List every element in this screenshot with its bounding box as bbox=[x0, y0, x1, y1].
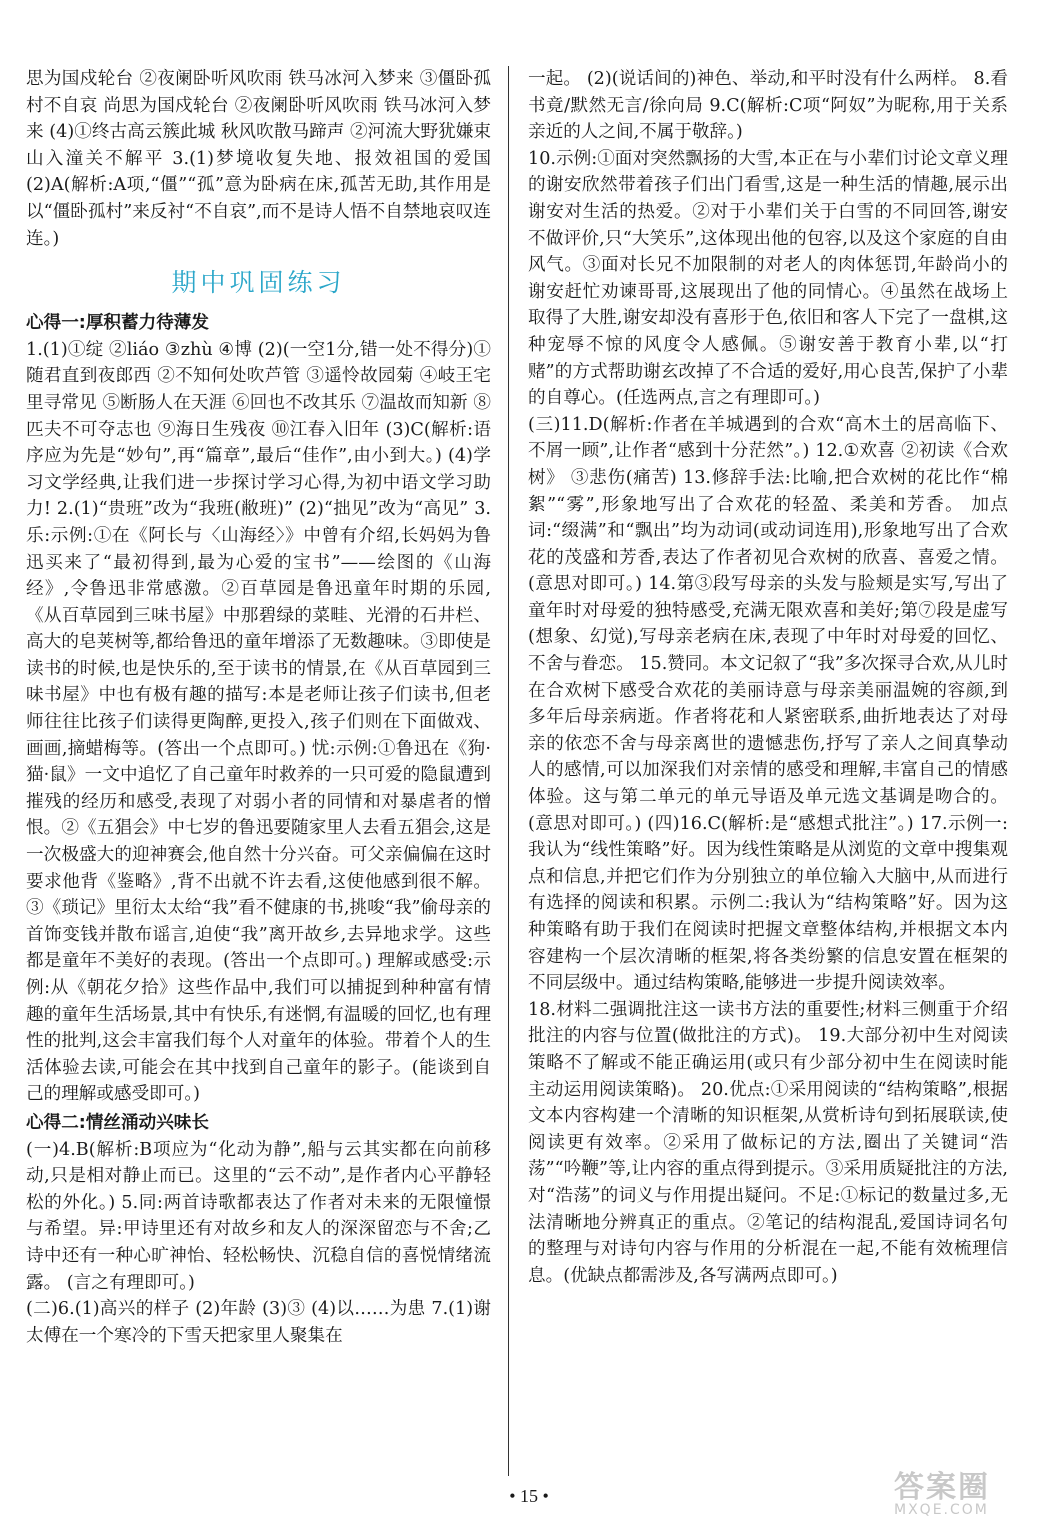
left-body-1: 1.(1)①绽 ②liáo ③zhù ④博 (2)(一空1分,错一处不得分)①随君直到夜郎西 ②不知何处吹芦管 ③遥怜故园菊 ④岐王宅里寻常见 ⑤断肠人在天涯 ⑥回也不改其乐 ⑦温故而知新 ⑧匹夫不可夺志也 ⑨海日生残夜 ⑩江春入旧年 (3)C(解析:语序应为先是“妙句”,再“篇章”,最后“佳作”,由小到大。) (4)学习文学经典,让我们进一步探讨学习心得,为初中语文学习助力! 2.(1)“贵班”改为“我班(敝班)” (2)“拙见”改为“高见” 3.乐:示例:①在《阿长与〈山海经〉》中曾有介绍,长妈妈为鲁迅买来了“最初得到,最为心爱的宝书”——绘图的《山海经》,令鲁迅非常感激。②百草园是鲁迅童年时期的乐园,《从百草园到三味书屋》中那碧绿的菜畦、光滑的石井栏、高大的皂荚树等,都给鲁迅的童年增添了无数趣味。③即使是读书的时候,也是快乐的,至于读书的情景,在《从百草园到三味书屋》中也有极有趣的描写:本是老师让孩子们读书,但老师往往比孩子们读得更陶醉,更投入,孩子们则在下面做戏、画画,摘蜡梅等。(答出一个点即可。) 忧:示例:①鲁迅在《狗·猫·鼠》一文中追忆了自己童年时救养的一只可爱的隐鼠遭到摧残的经历和感受,表现了对弱小者的同情和对暴虐者的憎恨。②《五猖会》中七岁的鲁迅要随家里人去看五猖会,这是一次极盛大的迎神赛会,他自然十分兴奋。可父亲偏偏在这时要求他背《鉴略》,背不出就不许去看,这使他感到很不解。③《琐记》里衍太太给“我”看不健康的书,挑唆“我”偷母亲的首饰变钱并散布谣言,迫使“我”离开故乡,去异地求学。这些都是童年不美好的表现。(答出一个点即可。) 理解或感受:示例:从《朝花夕拾》这些作品中,我们可以捕捉到种种富有情趣的童年生活场景,其中有快乐,有迷惘,有温暖的回忆,也有理性的批判,这会丰富我们每个人对童年的体验。带着个人的生活体验去读,可能会在其中找到自己童年的影子。(能谈到自己的理解或感受即可。) bbox=[26, 339, 491, 1105]
watermark-logo bbox=[894, 1462, 1044, 1528]
heading-xinde-2: 心得二:情丝涌动兴味长 bbox=[26, 1112, 209, 1133]
page-number: • 15 • bbox=[509, 1486, 549, 1506]
right-body-3: (三)11.D(解析:作者在羊城遇到的合欢“高木土的居高临下、不屑一顾”,让作者“感到十分茫然”。) 12.①欢喜 ②初读《合欢树》 ③悲伤(痛苦) 13.修辞手法:比喻,把合欢树的花比作“棉絮”“雾”,形象地写出了合欢花的轻盈、柔美和芳香。 加点词:“缀满”和“飘出”均为动词(或动词连用),形象地写出了合欢花的茂盛和芳香,表达了作者初见合欢树的欣喜、喜爱之情。(意思对即可。) 14.第③段写母亲的头发与脸颊是实写,写出了童年时对母爱的独特感受,充满无限欢喜和美好;第⑦段是虚写(想象、幻觉),写母亲老病在床,表现了中年时对母爱的回忆、不舍与眷恋。 15.赞同。本文记叙了“我”多次探寻合欢,从儿时在合欢树下感受合欢花的美丽诗意与母亲美丽温婉的容颜,到多年后母亲病逝。作者将花和人紧密联系,曲折地表达了对母亲的依恋不舍与母亲离世的遗憾悲伤,抒写了亲人之间真挚动人的感情,可以加深我们对亲情的感受和理解,丰富自己的情感体验。这与第二单元的单元导语及单元选文基调是吻合的。(意思对即可。) (四)16.C(解析:是“感想式批注”。) 17.示例一:我认为“线性策略”好。因为线性策略是从浏览的文章中搜集观点和信息,并把它们作为分别独立的单位输入大脑中,从而进行有选择的阅读和积累。示例二:我认为“结构策略”好。因为这种策略有助于我们在阅读时把握文章整体结构,并根据文本内容建构一个层次清晰的框架,将各类纷繁的信息安置在框架的不同层级中。通过结构策略,能够进一步提升阅读效率。 bbox=[528, 414, 1008, 994]
right-body-2: 10.示例:①面对突然飘扬的大雪,本正在与小辈们讨论文章义理的谢安欣然带着孩子们出门看雪,这是一种生活的情趣,展示出谢安对生活的热爱。②对于小辈们关于白雪的不同回答,谢安不做评价,只“大笑乐”,这体现出他的包容,以及这个家庭的自由风气。③面对长兄不加限制的对老人的肉体惩罚,年龄尚小的谢安赶忙劝谏哥哥,这展现出了他的同情心。④虽然在战场上取得了大胜,谢安却没有喜形于色,依旧和客人下完了一盘棋,这种宠辱不惊的风度令人感佩。⑤谢安善于教育小辈,以“打赌”的方式帮助谢玄改掉了不合适的爱好,用心良苦,保护了小辈的自尊心。(任选两点,言之有理即可。) bbox=[528, 148, 1008, 409]
right-column bbox=[528, 66, 1008, 1506]
heading-xinde-1: 心得一:厚积蓄力待薄发 bbox=[26, 313, 209, 334]
right-body-1: 一起。 (2)(说话间的)神色、举动,和平时没有什么两样。 8.看书竟/默然无言/徐向局 9.C(解析:C项“阿奴”为昵称,用于关系亲近的人之间,不属于敬辞。) bbox=[528, 69, 1008, 143]
watermark-sub: MXQE.COM bbox=[894, 1502, 989, 1518]
column-divider bbox=[508, 66, 509, 1476]
right-body-4: 18.材料二强调批注这一读书方法的重要性;材料三侧重于介绍批注的内容与位置(做批注的方式)。 19.大部分初中生对阅读策略不了解或不能正确运用(或只有少部分初中生在阅读时能主动运用阅读策略)。 20.优点:①采用阅读的“结构策略”,根据文本内容构建一个清晰的知识框架,从赏析诗句到拓展联读,使阅读更有效率。②采用了做标记的方法,圈出了关键词“浩荡”“吟鞭”等,让内容的重点得到提示。③采用质疑批注的方法,对“浩荡”的词义与作用提出疑问。不足:①标记的数量过多,无法清晰地分辨真正的重点。②笔记的结构混乱,爱国诗词名句的整理与对诗句内容与作用的分析混在一起,不能有效梳理信息。(优缺点都需涉及,各写满两点即可。) bbox=[528, 999, 1008, 1286]
section-title: 期中巩固练习 bbox=[171, 268, 346, 298]
watermark-main: 答案圈 bbox=[894, 1470, 990, 1505]
left-column bbox=[26, 66, 491, 1506]
left-body-2: (一)4.B(解析:B项应为“化动为静”,船与云其实都在向前移动,只是相对静止而已。这里的“云不动”,是作者内心平静轻松的外化。) 5.同:两首诗歌都表达了作者对未来的无限憧憬与希望。异:甲诗里还有对故乡和友人的深深留恋与不舍;乙诗中还有一种心旷神怡、轻松畅快、沉稳自信的喜悦情绪流露。 (言之有理即可。) bbox=[26, 1139, 491, 1293]
left-body-3: (二)6.(1)高兴的样子 (2)年龄 (3)③ (4)以……为患 7.(1)谢太傅在一个寒冷的下雪天把家里人聚集在 bbox=[26, 1299, 491, 1346]
left-intro-paragraph: 思为国戍轮台 ②夜阑卧听风吹雨 铁马冰河入梦来 ③僵卧孤村不自哀 尚思为国戍轮台 ②夜阑卧听风吹雨 铁马冰河入梦来 (4)①终古高云簇此城 秋风吹散马蹄声 ②河流大野犹嫌束 山入潼关不解平 3.(1)梦境收复失地、报效祖国的爱国 (2)A(解析:A项,“僵”“孤”意为卧病在床,孤苦无助,其作用是以“僵卧孤村”来反衬“不自哀”,而不是诗人悟不自禁地哀叹连连。) bbox=[26, 69, 491, 249]
